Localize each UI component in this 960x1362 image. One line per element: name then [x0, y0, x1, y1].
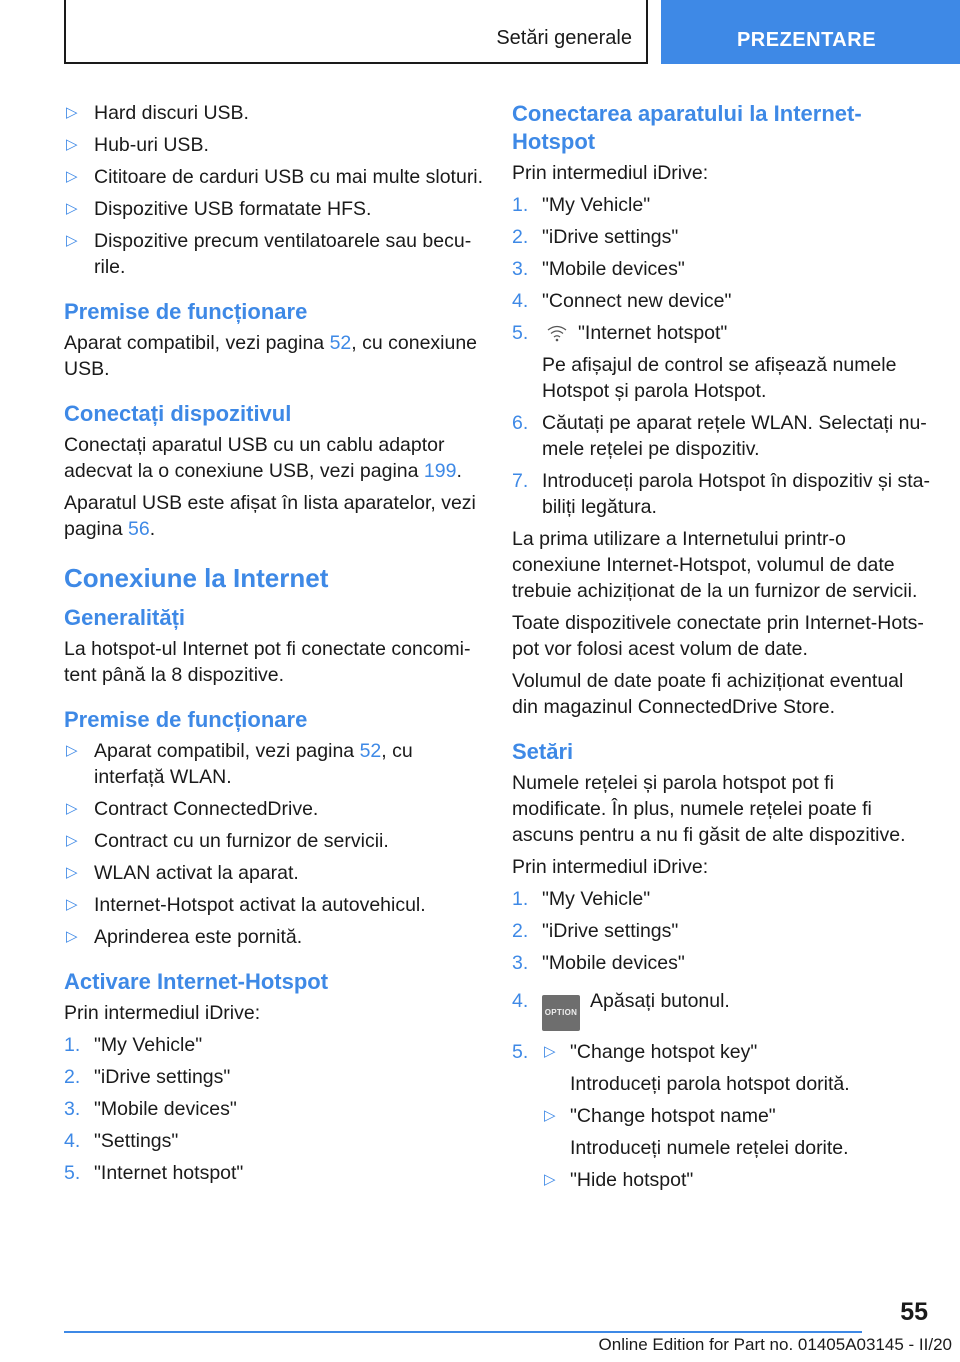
list-item: ▷ Dispozitive USB formatate HFS. — [66, 198, 372, 220]
list-item: 5. ▷ "Change hotspot key" Introduceți parola hotspot dorită. ▷ "Change hotspot name" Introduceți numele rețelei dorite. ▷ "Hide hotspot" — [512, 1039, 932, 1193]
list-item: ▷ WLAN activat la aparat. — [66, 862, 299, 884]
footer-text: Online Edition for Part no. 01405A03145 - II/20 — [598, 1335, 952, 1354]
list-item: 4. "Settings" — [64, 1130, 179, 1152]
step-note: Pe afișajul de control se afișează numele Hotspot și parola Hotspot. — [542, 354, 897, 402]
triangle-bullet-icon: ▷ — [66, 864, 78, 881]
triangle-bullet-icon: ▷ — [66, 168, 78, 185]
triangle-bullet-icon: ▷ — [544, 1171, 556, 1188]
triangle-bullet-icon: ▷ — [66, 742, 78, 759]
header-tab-label: PREZENTARE — [736, 29, 877, 51]
left-column — [64, 100, 484, 1192]
conectarea-intro: Prin intermediul iDrive: — [512, 162, 709, 184]
list-item: 1. "My Vehicle" — [64, 1034, 203, 1056]
heading-internet: Conexiune la Internet — [64, 563, 329, 593]
triangle-bullet-icon: ▷ — [66, 832, 78, 849]
list-item: ▷ Hard discuri USB. — [66, 102, 249, 124]
usb-exclusions-list — [64, 100, 484, 280]
page-link[interactable]: 52 — [359, 740, 382, 762]
list-item: ▷ Aparat compatibil, vezi pagina 52, cu interfață WLAN. — [66, 740, 413, 788]
list-item: 5. "Internet hotspot" — [64, 1162, 244, 1184]
heading-generalitati: Generalități — [64, 605, 186, 630]
triangle-bullet-icon: ▷ — [66, 136, 78, 153]
heading-setari: Setări — [512, 739, 574, 764]
list-item: 4. "Connect new device" — [512, 290, 732, 312]
page-link[interactable]: 52 — [329, 332, 352, 354]
list-item: 3. "Mobile devices" — [512, 952, 685, 974]
list-item: ▷ Aprinderea este pornită. — [66, 926, 303, 948]
triangle-bullet-icon: ▷ — [66, 232, 78, 249]
right-column — [512, 100, 932, 1199]
list-item: 7. Introduceți parola Hotspot în dispozitiv și stabiliți legătura. — [512, 470, 931, 518]
premise-2-list — [64, 738, 484, 950]
list-item: 1. "My Vehicle" — [512, 194, 651, 216]
header-section — [64, 0, 648, 64]
list-item: ▷ Internet-Hotspot activat la autovehicul. — [66, 894, 426, 916]
heading-activare: Activare Internet-Hotspot — [64, 969, 329, 994]
header-tab[interactable] — [661, 0, 960, 64]
list-item: 2. "iDrive settings" — [512, 920, 679, 942]
list-item: ▷ Hub-uri USB. — [66, 134, 209, 156]
list-item: 1. "My Vehicle" — [512, 888, 651, 910]
list-item: 2. "iDrive settings" — [512, 226, 679, 248]
setari-text: Numele rețelei și parola hotspot pot fi modificate. În plus, numele rețelei poate fi ascuns pentru a nu fi găsit de alte dispozitive. — [512, 772, 906, 846]
hotspot-text-2: Toate dispozitivele conectate prin Internet-Hotspot vor folosi acest volum de date. — [512, 612, 924, 660]
conectarea-steps — [512, 192, 932, 520]
heading-premise-2: Premise de funcționare — [64, 707, 308, 732]
heading-conectarea: Conectarea aparatului la Internet-Hotspot — [512, 101, 862, 154]
list-item: 3. "Mobile devices" — [512, 258, 685, 280]
page-link[interactable]: 199 — [423, 460, 457, 482]
triangle-bullet-icon: ▷ — [66, 104, 78, 121]
triangle-bullet-icon: ▷ — [544, 1107, 556, 1124]
activare-intro: Prin intermediul iDrive: — [64, 1002, 261, 1024]
activare-steps — [64, 1032, 484, 1186]
setari-steps — [512, 886, 932, 1193]
list-item: ▷ "Change hotspot key" Introduceți parola hotspot dorită. — [544, 1041, 850, 1095]
setari-intro: Prin intermediul iDrive: — [512, 856, 709, 878]
generalitati-text: La hotspot-ul Internet pot fi conectate concomitent până la 8 dispozitive. — [64, 638, 471, 686]
heading-conectati: Conectați dispozitivul — [64, 401, 292, 426]
list-item: ▷ Dispozitive precum ventilatoarele sau becurile. — [66, 230, 472, 278]
triangle-bullet-icon: ▷ — [544, 1043, 556, 1060]
list-item: 2. "iDrive settings" — [64, 1066, 231, 1088]
setari-suboptions — [542, 1039, 932, 1193]
triangle-bullet-icon: ▷ — [66, 200, 78, 217]
footer-divider — [64, 1331, 862, 1333]
wifi-icon — [546, 324, 568, 342]
list-item: 6. Căutați pe aparat rețele WLAN. Selectați numele rețelei pe dispozitiv. — [512, 412, 927, 460]
premise-1-text: Aparat compatibil, vezi pagina 52, cu conexiune USB. — [64, 332, 478, 380]
list-item: ▷ Cititoare de carduri USB cu mai multe sloturi. — [66, 166, 484, 188]
list-item: 5. "Internet hotspot" Pe afișajul de control se afișează numele Hotspot și parola Hotspot. — [512, 320, 932, 404]
list-item: ▷ Contract ConnectedDrive. — [66, 798, 319, 820]
list-item: 3. "Mobile devices" — [64, 1098, 237, 1120]
list-item: ▷ Contract cu un furnizor de servicii. — [66, 830, 389, 852]
conectati-text-2: Aparatul USB este afișat în lista aparatelor, vezi pagina 56. — [64, 492, 476, 540]
list-item: ▷ "Change hotspot name" Introduceți numele rețelei dorite. — [544, 1105, 849, 1159]
conectati-text-1: Conectați aparatul USB cu un cablu adaptor adecvat la o conexiune USB, vezi pagina 199. — [64, 434, 462, 482]
option-button-icon: OPTION — [542, 995, 580, 1031]
list-item: 4. OPTIONApăsați butonul. — [512, 988, 932, 1031]
triangle-bullet-icon: ▷ — [66, 800, 78, 817]
hotspot-text-1: La prima utilizare a Internetului printr-o conexiune Internet-Hotspot, volumul de date trebuie achiziționat de la un furnizor de servicii. — [512, 528, 918, 602]
page-link[interactable]: 56 — [127, 518, 150, 540]
list-item: ▷ "Hide hotspot" — [544, 1169, 694, 1191]
triangle-bullet-icon: ▷ — [66, 928, 78, 945]
header-section-title: Setări generale — [496, 27, 632, 49]
heading-premise-1: Premise de funcționare — [64, 299, 308, 324]
triangle-bullet-icon: ▷ — [66, 896, 78, 913]
hotspot-text-3: Volumul de date poate fi achiziționat eventual din magazinul ConnectedDrive Store. — [512, 670, 904, 718]
page-number: 55 — [900, 1298, 928, 1326]
